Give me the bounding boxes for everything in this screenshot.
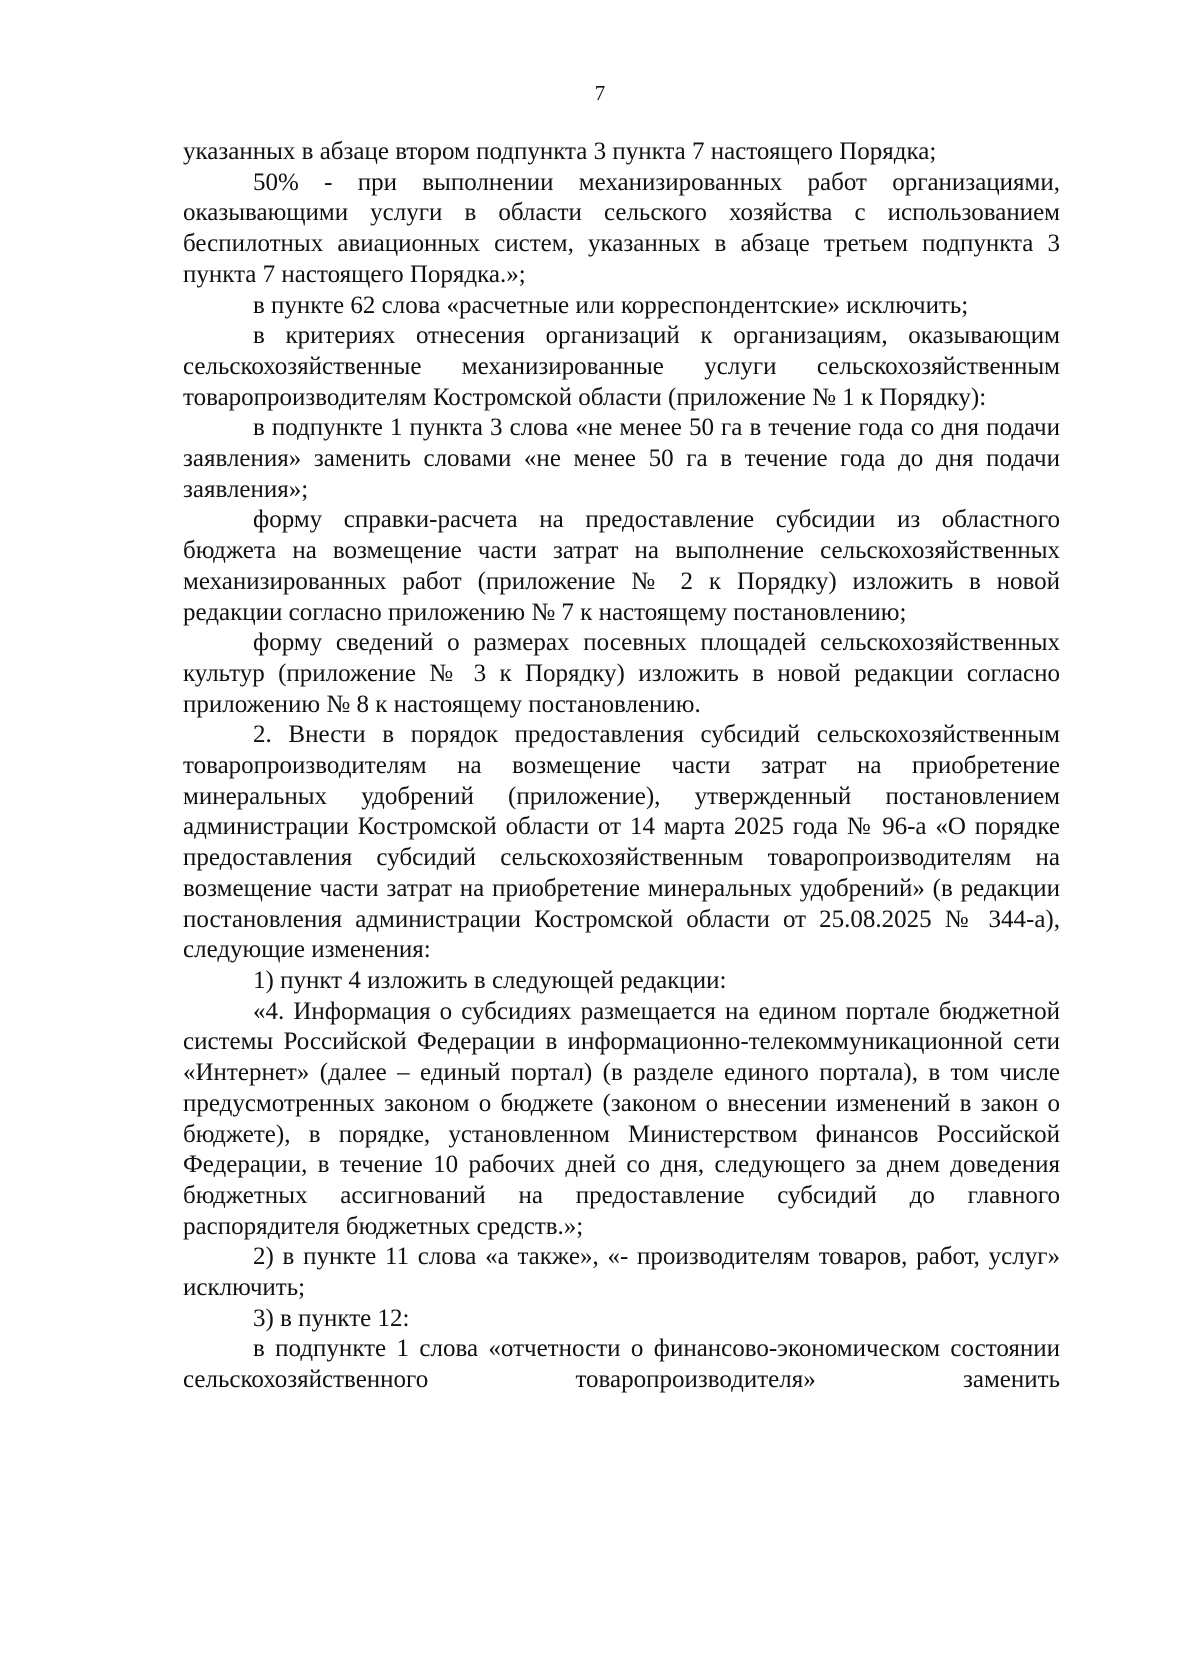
paragraph: форму справки-расчета на предоставление субсидии из областного бюджета на возмещение части затрат на выполнение сельскохозяйственных механизированных работ (приложение № 2 к Порядку) изложить в новой редакции согласно приложению № 7 к настоящему постановлению; — [183, 506, 1060, 626]
paragraph: 50% - при выполнении механизированных работ организациями, оказывающими услуги в области сельского хозяйства с использованием беспилотных авиационных систем, указанных в абзаце третьем подпункта 3 пункта 7 настоящего Порядка.»; — [183, 168, 1060, 288]
paragraph: в пункте 62 слова «расчетные или корреспондентские» исключить; — [253, 291, 969, 319]
paragraph: в подпункте 1 пункта 3 слова «не менее 50 га в течение года со дня подачи заявления» заменить словами «не менее 50 га в течение года до дня подачи заявления»; — [183, 414, 1060, 503]
paragraph: 1) пункт 4 изложить в следующей редакции: — [253, 966, 727, 994]
paragraph: 2) в пункте 11 слова «а также», «- производителям товаров, работ, услуг» исключить; — [183, 1243, 1060, 1302]
paragraph: в подпункте 1 слова «отчетности о финансово-экономическом состоянии сельскохозяйственного товаропроизводителя» заменить — [183, 1335, 1060, 1394]
paragraph: «4. Информация о субсидиях размещается на едином портале бюджетной системы Российской Федерации в информационно-телекоммуникационной сети «Интернет» (далее – единый портал) (в разделе единого портала), в том числе предусмотренных законом о бюджете (законом о внесении изменений в закон о бюджете), в порядке, установленном Министерством финансов Российской Федерации, в течение 10 рабочих дней со дня, следующего за днем доведения бюджетных ассигнований на предоставление субсидий до главного распорядителя бюджетных средств.»; — [183, 997, 1060, 1240]
document-body — [183, 137, 1060, 1396]
paragraph: в критериях отнесения организаций к организациям, оказывающим сельскохозяйственные механизированные услуги сельскохозяйственным товаропроизводителям Костромской области (приложение № 1 к Порядку): — [183, 322, 1060, 411]
paragraph: 3) в пункте 12: — [253, 1304, 410, 1332]
paragraph: форму сведений о размерах посевных площадей сельскохозяйственных культур (приложение № 3 к Порядку) изложить в новой редакции согласно приложению № 8 к настоящему постановлению. — [183, 629, 1060, 718]
paragraph: 2. Внести в порядок предоставления субсидий сельскохозяйственным товаропроизводителям на возмещение части затрат на приобретение минеральных удобрений (приложение), утвержденный постановлением администрации Костромской области от 14 марта 2025 года № 96-а «О порядке предоставления субсидий сельскохозяйственным товаропроизводителям на возмещение части затрат на приобретение минеральных удобрений» (в редакции постановления администрации Костромской области от 25.08.2025 № 344-а), следующие изменения: — [183, 721, 1060, 964]
paragraph: указанных в абзаце втором подпункта 3 пункта 7 настоящего Порядка; — [183, 138, 937, 165]
page-number: 7 — [594, 81, 606, 105]
